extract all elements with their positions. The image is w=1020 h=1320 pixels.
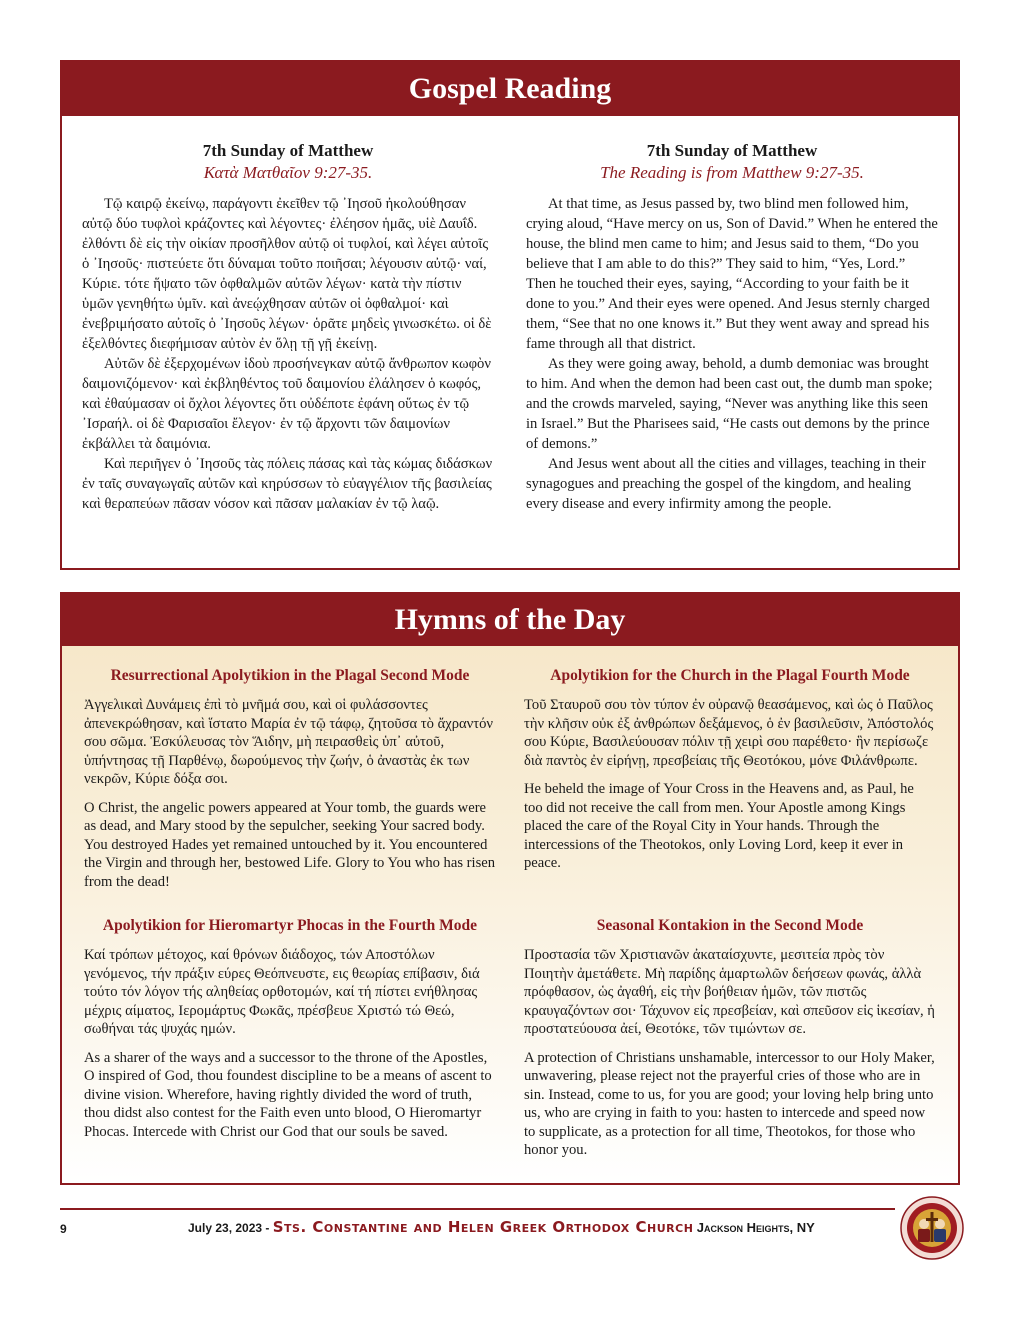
- footer-church-name: Sts. Constantine and Helen Greek Orthodox Church: [272, 1218, 694, 1236]
- church-seal-icon: [900, 1196, 964, 1260]
- hymn-block: [524, 916, 936, 1170]
- gospel-english-paragraph: At that time, as Jesus passed by, two blind men followed him, crying aloud, “Have mercy on us, Son of David.” When he entered the house, the blind men came to him; and Jesus said to them, “Do you believe that I am able to do this?” They said to him, “Yes, Lord.” Then he touched their eyes, saying, “According to your faith be it done to you.” And their eyes were opened. And Jesus sternly charged them, “See that no one knows it.” But they went away and spread his fame through all that district.: [526, 196, 938, 352]
- footer-separator: -: [262, 1221, 273, 1235]
- gospel-reading-header: Gospel Reading: [62, 62, 958, 116]
- hymn-english-text: As a sharer of the ways and a successor to the throne of the Apostles, O inspired of God, thou foundest discipline to be a means of ascent to divine vision. Wherefore, having rightly divided the word of truth, thou didst also contest for the Faith even unto blood, O Hieromartyr Phocas. Intercede with Christ our God that our souls be saved.: [84, 1049, 492, 1140]
- gospel-english-paragraph: And Jesus went about all the cities and villages, teaching in their synagogues and preaching the gospel of the kingdom, and healing every disease and every infirmity among the people.: [526, 456, 926, 512]
- gospel-greek-paragraph: Καὶ περιῆγεν ὁ ᾿Ιησοῦς τὰς πόλεις πάσας καὶ τὰς κώμας διδάσκων ἐν ταῖς συναγωγαῖς αὐτῶν καὶ κηρύσσων τὸ εὐαγγέλιον τῆς βασιλείας καὶ θεραπεύων πᾶσαν νόσον καὶ πᾶσαν μαλακίαν ἐν τῷ λαῷ.: [82, 456, 493, 512]
- hymns-of-the-day-panel: [60, 592, 960, 1185]
- gospel-english-paragraph: As they were going away, behold, a dumb demoniac was brought to him. And when the demon had been cast out, the dumb man spoke; and the crowds marveled, saying, “Never was anything like this seen in Israel.” But the Pharisees said, “He casts out demons by the prince of demons.”: [526, 356, 933, 452]
- gospel-greek-title: 7th Sunday of Matthew: [202, 141, 374, 160]
- hymn-title: Apolytikion for the Church in the Plagal Fourth Mode: [550, 667, 910, 684]
- hymn-title: Seasonal Kontakion in the Second Mode: [596, 917, 864, 934]
- hymn-greek-text: Ἀγγελικαὶ Δυνάμεις ἐπὶ τὸ μνῆμά σου, καὶ οἱ φυλάσσοντες ἀπενεκρώθησαν, καὶ ἵστατο Μαρία ἐν τῷ τάφῳ, ζητοῦσα τὸ ἄχραντόν σου σῶμα. Ἐσκύλευσας τὸν Ἅιδην, μὴ πειρασθεὶς ὑπ᾽ αὐτοῦ, ὑπήντησας τῇ Παρθένῳ, δωρούμενος τὴν ζωήν, ὁ ἀναστὰς ἐκ των νεκρῶν, Κύριε δόξα σοι.: [84, 697, 494, 787]
- gospel-greek-paragraph: Αὐτῶν δὲ ἐξερχομένων ἰδοὺ προσήνεγκαν αὐτῷ ἄνθρωπον κωφὸν δαιμονιζόμενον· καὶ ἐκβληθέντος τοῦ δαιμονίου ἐλάλησεν ὁ κωφός, καὶ ἐθαύμασαν οἱ ὄχλοι λέγοντες ὅτι οὐδέποτε ἐφάνη οὕτως ἐν τῷ ᾿Ισραήλ. οἱ δὲ Φαρισαῖοι ἔλεγον· ἐν τῷ ἄρχοντι τῶν δαιμονίων ἐκβάλλει τὰ δαιμόνια.: [82, 356, 491, 452]
- page-number: 9: [60, 1222, 67, 1236]
- hymns-header: Hymns of the Day: [62, 594, 958, 646]
- gospel-reading-panel: [60, 60, 960, 570]
- gospel-english-reference: The Reading is from Matthew 9:27-35.: [600, 163, 864, 182]
- hymn-block: [84, 666, 496, 901]
- gospel-english-title: 7th Sunday of Matthew: [646, 141, 818, 160]
- hymn-english-text: He beheld the image of Your Cross in the Heavens and, as Paul, he too did not receive the call from men. Your Apostle among Kings placed the care of the Royal City in Your hands. Through the intercessions of the Theotokos, only Loving Lord, keep it ever in peace.: [524, 781, 914, 871]
- hymn-block: [524, 666, 936, 883]
- hymn-greek-text: Καί τρόπων μέτοχος, καί θρόνων διάδοχος, τών Αποστόλων γενόμενος, τήν πράξιν εύρες Θεόπνευστε, εις θεωρίας επίβασιν, διά τούτο τόν λόγον τής αληθείας ορθοτομών, καί τή πίστει ενήθλησας μέχρις αίματος, Ιερομάρτυς Φωκᾶς, πρέσβευε Χριστώ τώ Θεώ, σωθήναι τάς ψυχάς ημών.: [84, 947, 480, 1037]
- hymn-title: Resurrectional Apolytikion in the Plagal Second Mode: [110, 667, 470, 684]
- hymn-english-text: O Christ, the angelic powers appeared at Your tomb, the guards were as dead, and Mary stood by the sepulcher, seeking Your sacred body. You destroyed Hades yet remained untouched by it. You encountered the Virgin and through her, bestowed Life. Glory to You who has risen from the dead!: [84, 799, 496, 890]
- hymn-greek-text: Τοῦ Σταυροῦ σου τὸν τύπον ἐν οὐρανῷ θεασάμενος, καὶ ὡς ὁ Παῦλος τὴν κλῆσιν οὐκ ἐξ ἀνθρώπων δεξάμενος, ὁ ἐν βασιλεῦσιν, Ἀπόστολός σου Κύριε, Βασιλεύουσαν πόλιν τῇ χειρὶ σου παρέθετο· ἣν περίσωζε διὰ παντὸς ἐν εἰρήνῃ, πρεσβείαις τῆς Θεοτόκου, μόνε Φιλάνθρωπε.: [524, 697, 934, 769]
- gospel-greek-reference: Κατὰ Ματθαῖον 9:27-35.: [203, 163, 373, 182]
- hymn-title: Apolytikion for Hieromartyr Phocas in the Fourth Mode: [102, 917, 478, 934]
- gospel-greek-column: [82, 140, 494, 514]
- footer-date: July 23, 2023: [188, 1221, 263, 1235]
- footer-info: [188, 1218, 815, 1236]
- footer-divider: [60, 1208, 895, 1210]
- footer-location: Jackson Heights, NY: [696, 1220, 815, 1235]
- hymn-block: [84, 916, 496, 1151]
- hymn-english-text: A protection of Christians unshamable, intercessor to our Holy Maker, unwavering, please reject not the prayerful cries of those who are in sin. Instead, come to us, for you are good; your loving help bring unto us, who are crying in faith to you: hasten to intercede and speed now to supplicate, as a protection for all time, Theotokos, for those who honor you.: [524, 1049, 935, 1158]
- gospel-english-column: [526, 140, 938, 514]
- hymn-greek-text: Προστασία τῶν Χριστιανῶν ἀκαταίσχυντε, μεσιτεία πρὸς τὸν Ποιητὴν ἀμετάθετε. Μὴ παρίδης ἁμαρτωλῶν δεήσεων φωνάς, ἀλλὰ πρόφθασον, ὡς ἀγαθή, εἰς τὴν βοήθειαν ἡμῶν, τῶν πιστῶς κραυγαζόντων σοι· Τάχυνον εἰς πρεσβείαν, καὶ σπεῦσον εἰς ἱκεσίαν, ἡ προστατεύουσα ἀεί, Θεοτόκε, τῶν τιμώντων σε.: [524, 947, 935, 1037]
- gospel-greek-paragraph: Τῷ καιρῷ ἐκείνῳ, παράγοντι ἐκεῖθεν τῷ ᾿Ιησοῦ ἠκολούθησαν αὐτῷ δύο τυφλοὶ κράζοντες καὶ λέγοντες· ἐλέησον ἡμᾶς, υἱὲ Δαυΐδ. ἐλθόντι δὲ εἰς τὴν οἰκίαν προσῆλθον αὐτῷ οἱ τυφλοί, καὶ λέγει αὐτοῖς ὁ ᾿Ιησοῦς· πιστεύετε ὅτι δύναμαι τοῦτο ποιῆσαι; λέγουσιν αὐτῷ· ναί, Κύριε. τότε ἥψατο τῶν ὀφθαλμῶν αὐτῶν λέγων· κατὰ τὴν πίστιν ὑμῶν γενηθήτω ὑμῖν. καὶ ἀνεῴχθησαν αὐτῶν οἱ ὀφθαλμοί· καὶ ἐνεβριμήσατο αὐτοῖς ὁ ᾿Ιησοῦς λέγων· ὁρᾶτε μηδεὶς γινωσκέτω. οἱ δὲ ἐξελθόντες διεφήμισαν αὐτὸν ἐν ὅλῃ τῇ γῇ ἐκείνῃ.: [82, 196, 492, 352]
